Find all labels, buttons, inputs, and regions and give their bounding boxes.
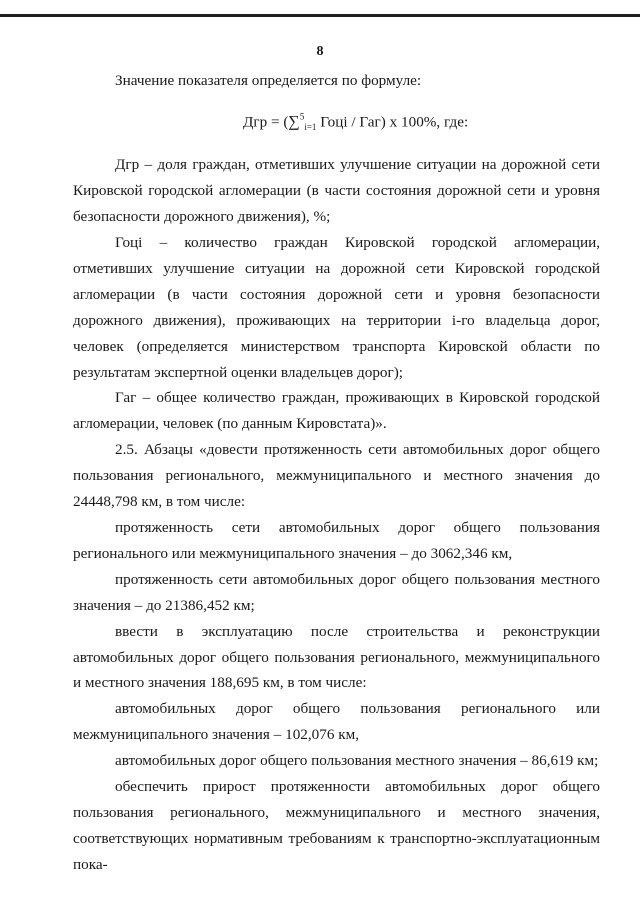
sum-upper-limit: 5 [299, 111, 305, 122]
paragraph-local-roads: автомобильных дорог общего пользования местного значения – 86,619 км; [115, 752, 599, 770]
clause-2-5: 2.5. Абзацы «довести протяженность сети автомобильных дорог общего пользования регионального, межмуниципального и местного значения до 24448,798 км, в том числе: [73, 441, 600, 511]
definition-gag: Гаг – общее количество граждан, проживающих в Кировской городской агломерации, человек (по данным Кировстата)». [73, 389, 600, 433]
sum-lower-limit: i=1 [304, 122, 317, 133]
paragraph-local-length: протяженность сети автомобильных дорог общего пользования местного значения – до 21386,452 км; [73, 570, 600, 614]
top-border-line [0, 14, 640, 17]
sum-symbol: ∑ [288, 113, 300, 131]
formula-lhs: Дгр = ( [243, 113, 289, 131]
document-body [73, 68, 600, 878]
page-number: 8 [316, 44, 324, 59]
definition-dgr: Дгр – доля граждан, отметивших улучшение ситуации на дорожной сети Кировской городской агломерации (в части состояния дорожной сети и уровня безопасности дорожного движения), %; [73, 156, 600, 226]
paragraph-growth: обеспечить прирост протяженности автомобильных дорог общего пользования регионального, межмуниципального и местного значения, соответствующих нормативным требованиям к транспортно-эксплуатационным пока- [73, 778, 600, 873]
definition-goci: Гоці – количество граждан Кировской городской агломерации, отметивших улучшение ситуации на дорожной сети Кировской городской агломерации (в части состояния дорожной сети и уровня безопасности дорожного движения), проживающих на территории і-го владельца дорог, человек (определяется министерством транспорта Кировской области по результатам экспертной оценки владельцев дорог); [73, 234, 600, 381]
paragraph-regional-length: протяженность сети автомобильных дорог общего пользования регионального или межмуниципального значения – до 3062,346 км, [73, 519, 600, 562]
sum-limits [299, 111, 317, 133]
formula-rhs: Гоці / Гаг) х 100%, где: [316, 113, 469, 131]
paragraph-regional-roads: автомобильных дорог общего пользования регионального или межмуниципального значения – 102,076 км, [73, 700, 600, 744]
spacer [73, 94, 600, 105]
formula [73, 105, 600, 141]
paragraph-commissioning: ввести в эксплуатацию после строительства и реконструкции автомобильных дорог общего пользования регионального, межмуниципального и местного значения 188,695 км, в том числе: [73, 622, 600, 692]
formula-intro: Значение показателя определяется по формуле: [115, 72, 422, 89]
spacer [73, 141, 600, 152]
